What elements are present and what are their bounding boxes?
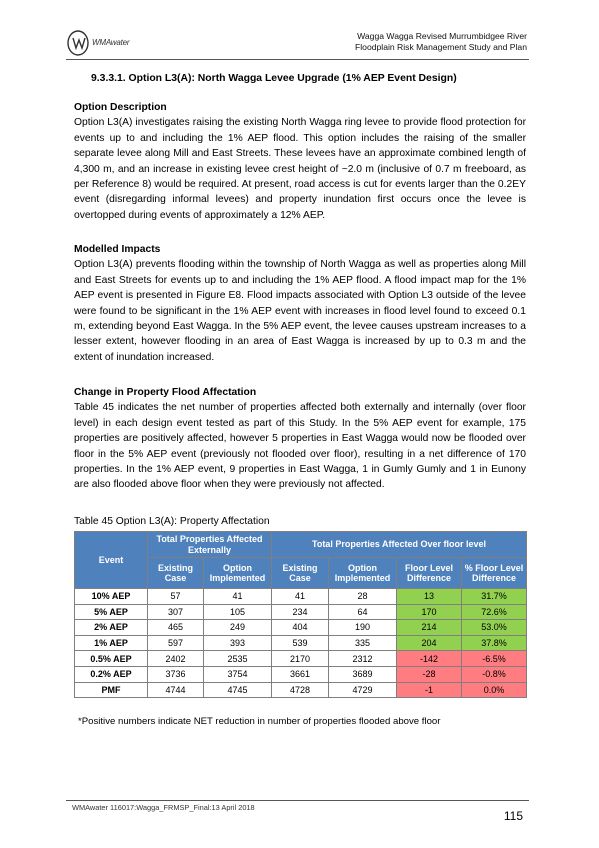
event-cell: 1% AEP bbox=[75, 635, 148, 651]
pct-diff-cell: 31.7% bbox=[462, 589, 527, 605]
of-existing-cell: 3661 bbox=[272, 666, 329, 682]
pct-diff-cell: -6.5% bbox=[462, 651, 527, 667]
event-cell: 2% AEP bbox=[75, 620, 148, 636]
ext-option-cell: 249 bbox=[204, 620, 272, 636]
ext-option-cell: 393 bbox=[204, 635, 272, 651]
of-option-cell: 335 bbox=[329, 635, 397, 651]
property-affectation-table bbox=[74, 531, 527, 698]
col-header-pct-diff: % Floor Level Difference bbox=[462, 558, 527, 589]
option-description-text: Option L3(A) investigates raising the existing North Wagga ring levee to provide flood protection for events up to and including the 1% AEP flood. This option includes the raising of the smaller separate levee along Mill and East Streets. These levees have an approximate combined length of 4,300 m, and an increase in existing levee crest height of ~2.0 m (inclusive of 0.7 m freeboard, as per Reference 8) would be required. At present, road access is cut for events larger than the 0.2EY event (disregarding informal levees) and property inundation first occurs once the levee is overtopped during events of approximately a 12% AEP. bbox=[74, 117, 526, 221]
of-existing-cell: 41 bbox=[272, 589, 329, 605]
header-title-line-1: Wagga Wagga Revised Murrumbidgee River bbox=[357, 31, 527, 41]
floor-diff-cell: 170 bbox=[397, 604, 462, 620]
col-header-of-existing: Existing Case bbox=[272, 558, 329, 589]
modelled-impacts-text: Option L3(A) prevents flooding within the township of North Wagga as well as properties along Mill and East Streets for events up to and including the 1% AEP flood. A flood impact map for the 1% AEP event is presented in Figure E8. Flood impacts associated with Option L3 outside of the levee were found to be significant in the 1% AEP event with increases in flood level found to exceed 0.1 m, extending beyond East Wagga. In the 5% AEP event, the levee causes upstream increases to a lesser extent, however flooding in an area of East Wagga is increased by up to 0.3 m and the extent of inundation increased. bbox=[74, 259, 526, 363]
table-row bbox=[75, 666, 527, 682]
col-header-of-option: Option Implemented bbox=[329, 558, 397, 589]
property-affectation-section bbox=[74, 385, 526, 493]
event-cell: 0.5% AEP bbox=[75, 651, 148, 667]
event-cell: 0.2% AEP bbox=[75, 666, 148, 682]
group-header-external: Total Properties Affected Externally bbox=[148, 532, 272, 558]
of-option-cell: 64 bbox=[329, 604, 397, 620]
footer-document-ref: WMAwater 116017:Wagga_FRMSP_Final:13 April 2018 bbox=[72, 803, 255, 812]
of-existing-cell: 539 bbox=[272, 635, 329, 651]
pct-diff-cell: 37.8% bbox=[462, 635, 527, 651]
of-existing-cell: 404 bbox=[272, 620, 329, 636]
floor-diff-cell: 13 bbox=[397, 589, 462, 605]
option-description-section bbox=[74, 100, 526, 223]
event-cell: PMF bbox=[75, 682, 148, 698]
ext-existing-cell: 3736 bbox=[148, 666, 204, 682]
table-row bbox=[75, 635, 527, 651]
col-header-ext-existing: Existing Case bbox=[148, 558, 204, 589]
of-existing-cell: 234 bbox=[272, 604, 329, 620]
ext-existing-cell: 307 bbox=[148, 604, 204, 620]
of-option-cell: 4729 bbox=[329, 682, 397, 698]
property-affectation-text: Table 45 indicates the net number of properties affected both externally and internally (over floor level) in each design event tested as part of this Study. In the 5% AEP event for example, 175 properties are positively affected, however 5 properties in East Wagga would now be flooded over floor in the 5% AEP event (previously not flooded over floor), resulting in a net difference of 170 properties. In the 1% AEP event, 9 properties in East Wagga, 1 in Gumly Gumly and 1 in Eunony are also flooded above floor when they were previously not affected. bbox=[74, 402, 526, 491]
table-caption: Table 45 Option L3(A): Property Affectation bbox=[74, 516, 270, 527]
modelled-impacts-section bbox=[74, 242, 526, 365]
modelled-impacts-heading: Modelled Impacts bbox=[74, 244, 161, 255]
header-rule bbox=[66, 59, 529, 60]
floor-diff-cell: 214 bbox=[397, 620, 462, 636]
property-affectation-heading: Change in Property Flood Affectation bbox=[74, 387, 257, 398]
ext-existing-cell: 4744 bbox=[148, 682, 204, 698]
ext-existing-cell: 465 bbox=[148, 620, 204, 636]
pct-diff-cell: 72.6% bbox=[462, 604, 527, 620]
pct-diff-cell: 0.0% bbox=[462, 682, 527, 698]
col-header-ext-option: Option Implemented bbox=[204, 558, 272, 589]
document-header bbox=[355, 31, 527, 53]
ext-option-cell: 105 bbox=[204, 604, 272, 620]
page-number: 115 bbox=[503, 809, 523, 823]
of-existing-cell: 2170 bbox=[272, 651, 329, 667]
col-header-event: Event bbox=[75, 532, 148, 589]
floor-diff-cell: -142 bbox=[397, 651, 462, 667]
of-option-cell: 2312 bbox=[329, 651, 397, 667]
ext-option-cell: 4745 bbox=[204, 682, 272, 698]
ext-existing-cell: 57 bbox=[148, 589, 204, 605]
table-row bbox=[75, 604, 527, 620]
event-cell: 5% AEP bbox=[75, 604, 148, 620]
ext-option-cell: 3754 bbox=[204, 666, 272, 682]
header-title-line-2: Floodplain Risk Management Study and Plan bbox=[355, 42, 527, 52]
section-title: 9.3.3.1. Option L3(A): North Wagga Levee Upgrade (1% AEP Event Design) bbox=[91, 73, 457, 84]
of-option-cell: 3689 bbox=[329, 666, 397, 682]
pct-diff-cell: 53.0% bbox=[462, 620, 527, 636]
of-option-cell: 28 bbox=[329, 589, 397, 605]
table-row bbox=[75, 589, 527, 605]
floor-diff-cell: -1 bbox=[397, 682, 462, 698]
of-option-cell: 190 bbox=[329, 620, 397, 636]
ext-option-cell: 2535 bbox=[204, 651, 272, 667]
of-existing-cell: 4728 bbox=[272, 682, 329, 698]
col-header-floor-diff: Floor Level Difference bbox=[397, 558, 462, 589]
floor-diff-cell: -28 bbox=[397, 666, 462, 682]
floor-diff-cell: 204 bbox=[397, 635, 462, 651]
group-header-overfloor: Total Properties Affected Over floor level bbox=[272, 532, 527, 558]
table-row bbox=[75, 682, 527, 698]
table-row bbox=[75, 651, 527, 667]
table-row bbox=[75, 620, 527, 636]
ext-option-cell: 41 bbox=[204, 589, 272, 605]
ext-existing-cell: 597 bbox=[148, 635, 204, 651]
pct-diff-cell: -0.8% bbox=[462, 666, 527, 682]
footer-rule bbox=[66, 800, 529, 801]
option-description-heading: Option Description bbox=[74, 102, 167, 113]
event-cell: 10% AEP bbox=[75, 589, 148, 605]
table-footnote: *Positive numbers indicate NET reduction in number of properties flooded above floor bbox=[78, 716, 441, 727]
ext-existing-cell: 2402 bbox=[148, 651, 204, 667]
logo-text: WMAwater bbox=[92, 38, 130, 47]
